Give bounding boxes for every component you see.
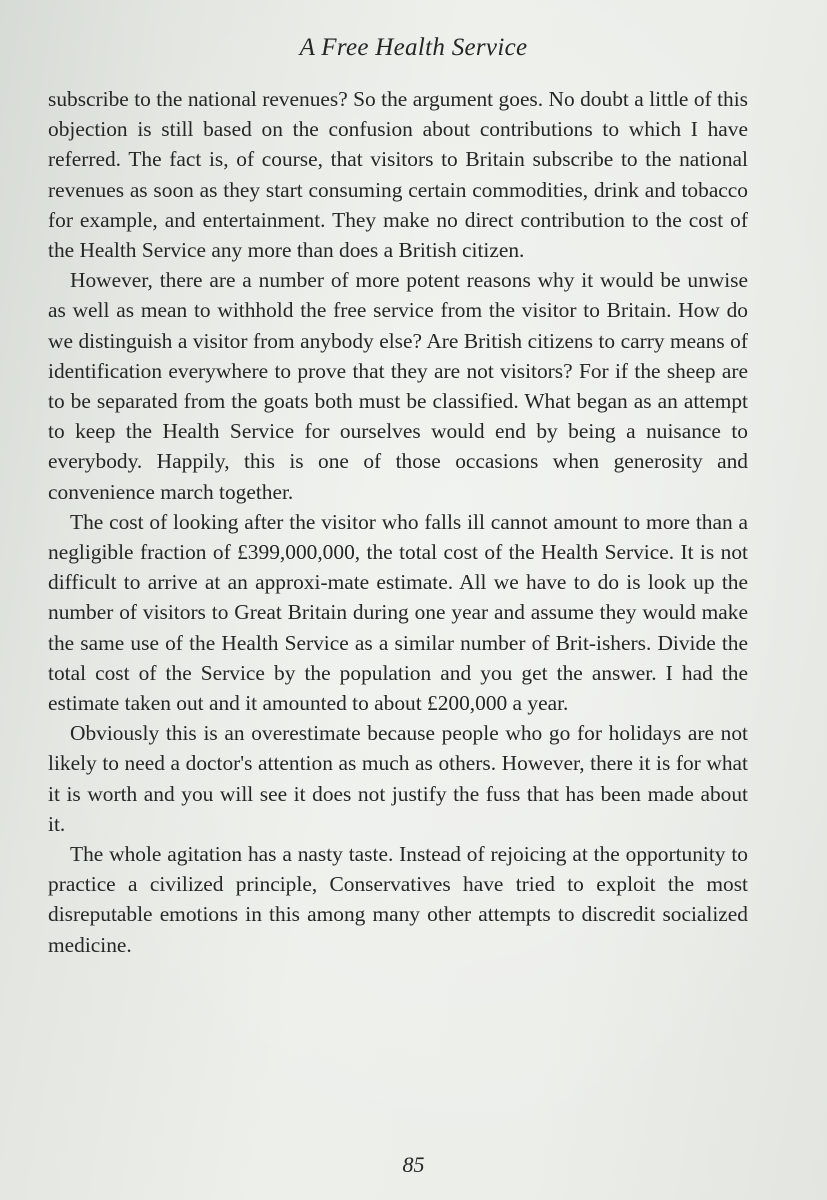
- body-text: [48, 84, 748, 960]
- paragraph-1: subscribe to the national revenues? So the argument goes. No doubt a little of this objection is still based on the confusion about contributions to which I have referred. The fact is, of course, that visitors to Britain subscribe to the national revenues as soon as they start consuming certain commodities, drink and tobacco for example, and entertainment. They make no direct contribution to the cost of the Health Service any more than does a British citizen.: [48, 87, 748, 263]
- paragraph-4: Obviously this is an overestimate because people who go for holidays are not likely to need a doctor's attention as much as others. However, there it is for what it is worth and you will see it does not justify the fuss that has been made about it.: [48, 721, 748, 836]
- page-number: 85: [402, 1152, 425, 1177]
- paragraph-5: The whole agitation has a nasty taste. Instead of rejoicing at the opportunity to practice a civilized principle, Conservatives have tried to exploit the most disreputable emotions in this among many other attempts to discredit socialized medicine.: [48, 842, 748, 957]
- running-head: A Free Health Service: [299, 34, 528, 61]
- paragraph-2: However, there are a number of more potent reasons why it would be unwise as well as mean to withhold the free service from the visitor to Britain. How do we distinguish a visitor from anybody else? Are British citizens to carry means of identification everywhere to prove that they are not visitors? For if the sheep are to be separated from the goats both must be classified. What began as an attempt to keep the Health Service for ourselves would end by being a nuisance to everybody. Happily, this is one of those occasions when generosity and convenience march together.: [48, 268, 748, 504]
- paragraph-3: The cost of looking after the visitor who falls ill cannot amount to more than a negligible fraction of £399,000,000, the total cost of the Health Service. It is not difficult to arrive at an approxi-mate estimate. All we have to do is look up the number of visitors to Great Britain during one year and assume they would make the same use of the Health Service as a similar number of Brit-ishers. Divide the total cost of the Service by the population and you get the answer. I had the estimate taken out and it amounted to about £200,000 a year.: [48, 509, 748, 716]
